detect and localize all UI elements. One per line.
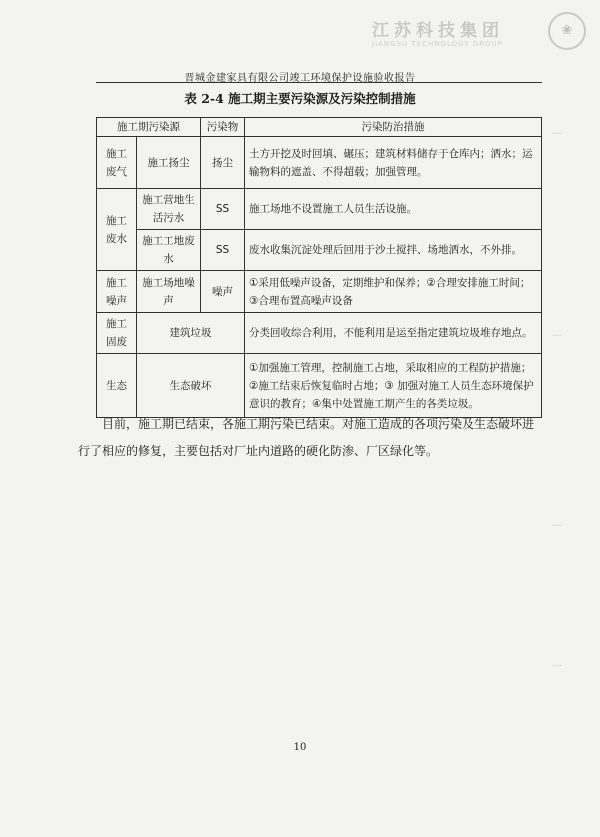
pollution-control-table	[96, 117, 542, 418]
bleed-through-mark: —	[552, 128, 562, 139]
table-row	[97, 137, 542, 189]
running-header: 晋城金建家具有限公司竣工环境保护设施验收报告	[184, 73, 416, 84]
source-cell: 施工工地废水	[137, 230, 201, 271]
pollutant-cell: SS	[201, 230, 245, 271]
letterhead-brand: 江苏科技集团	[372, 21, 504, 41]
measure-cell: ①采用低噪声设备，定期维护和保养；②合理安排施工时间；③合理布置高噪声设备	[245, 271, 542, 313]
table-row	[97, 189, 542, 230]
measure-cell: 施工场地不设置施工人员生活设施。	[245, 189, 542, 230]
pollutant-cell: SS	[201, 189, 245, 230]
source-cell: 施工场地噪声	[137, 271, 201, 313]
column-header: 污染物	[201, 118, 245, 137]
source-cell: 生态破坏	[137, 354, 245, 418]
category-cell: 生态	[97, 354, 137, 418]
page-number: 10	[293, 742, 307, 753]
bleed-through-mark: —	[552, 660, 562, 671]
table-row	[97, 230, 542, 271]
bleed-through-mark: —	[552, 520, 562, 531]
measure-cell: ①加强施工管理，控制施工占地，采取相应的工程防护措施；②施工结束后恢复临时占地；③ 加强对施工人员生态环境保护意识的教育；④集中处置施工期产生的各类垃圾。	[245, 354, 542, 418]
column-header: 施工期污染源	[97, 118, 201, 137]
source-cell: 施工扬尘	[137, 137, 201, 189]
table-header-row	[97, 118, 542, 137]
header-rule	[96, 82, 542, 83]
category-cell: 施工固废	[97, 313, 137, 354]
bleed-through-mark: —	[552, 330, 562, 341]
table-row	[97, 354, 542, 418]
table-row	[97, 271, 542, 313]
measure-cell: 废水收集沉淀处理后回用于沙土搅拌、场地洒水，不外排。	[245, 230, 542, 271]
body-paragraph: 目前，施工期已结束，各施工期污染已结束。对施工造成的各项污染及生态破坏进行了相应的修复，主要包括对厂址内道路的硬化防渗、厂区绿化等。	[78, 417, 535, 458]
table-caption: 表 2-4 施工期主要污染源及污染控制措施	[184, 91, 416, 106]
measure-cell: 分类回收综合利用，不能利用是运至指定建筑垃圾堆存地点。	[245, 313, 542, 354]
source-cell: 施工营地生活污水	[137, 189, 201, 230]
pollutant-cell: 扬尘	[201, 137, 245, 189]
pollutant-cell: 噪声	[201, 271, 245, 313]
category-cell: 施工废气	[97, 137, 137, 189]
letterhead-brand-en: JIANGSU TECHNOLOGY GROUP	[372, 40, 503, 48]
category-cell: 施工废水	[97, 189, 137, 271]
source-cell: 建筑垃圾	[137, 313, 245, 354]
measure-cell: 土方开挖及时回填、碾压；建筑材料储存于仓库内；洒水；运输物料的遮盖、不得超载；加强管理。	[245, 137, 542, 189]
column-header: 污染防治措施	[245, 118, 542, 137]
company-logo: ❀	[548, 12, 586, 50]
category-cell: 施工噪声	[97, 271, 137, 313]
table-row	[97, 313, 542, 354]
